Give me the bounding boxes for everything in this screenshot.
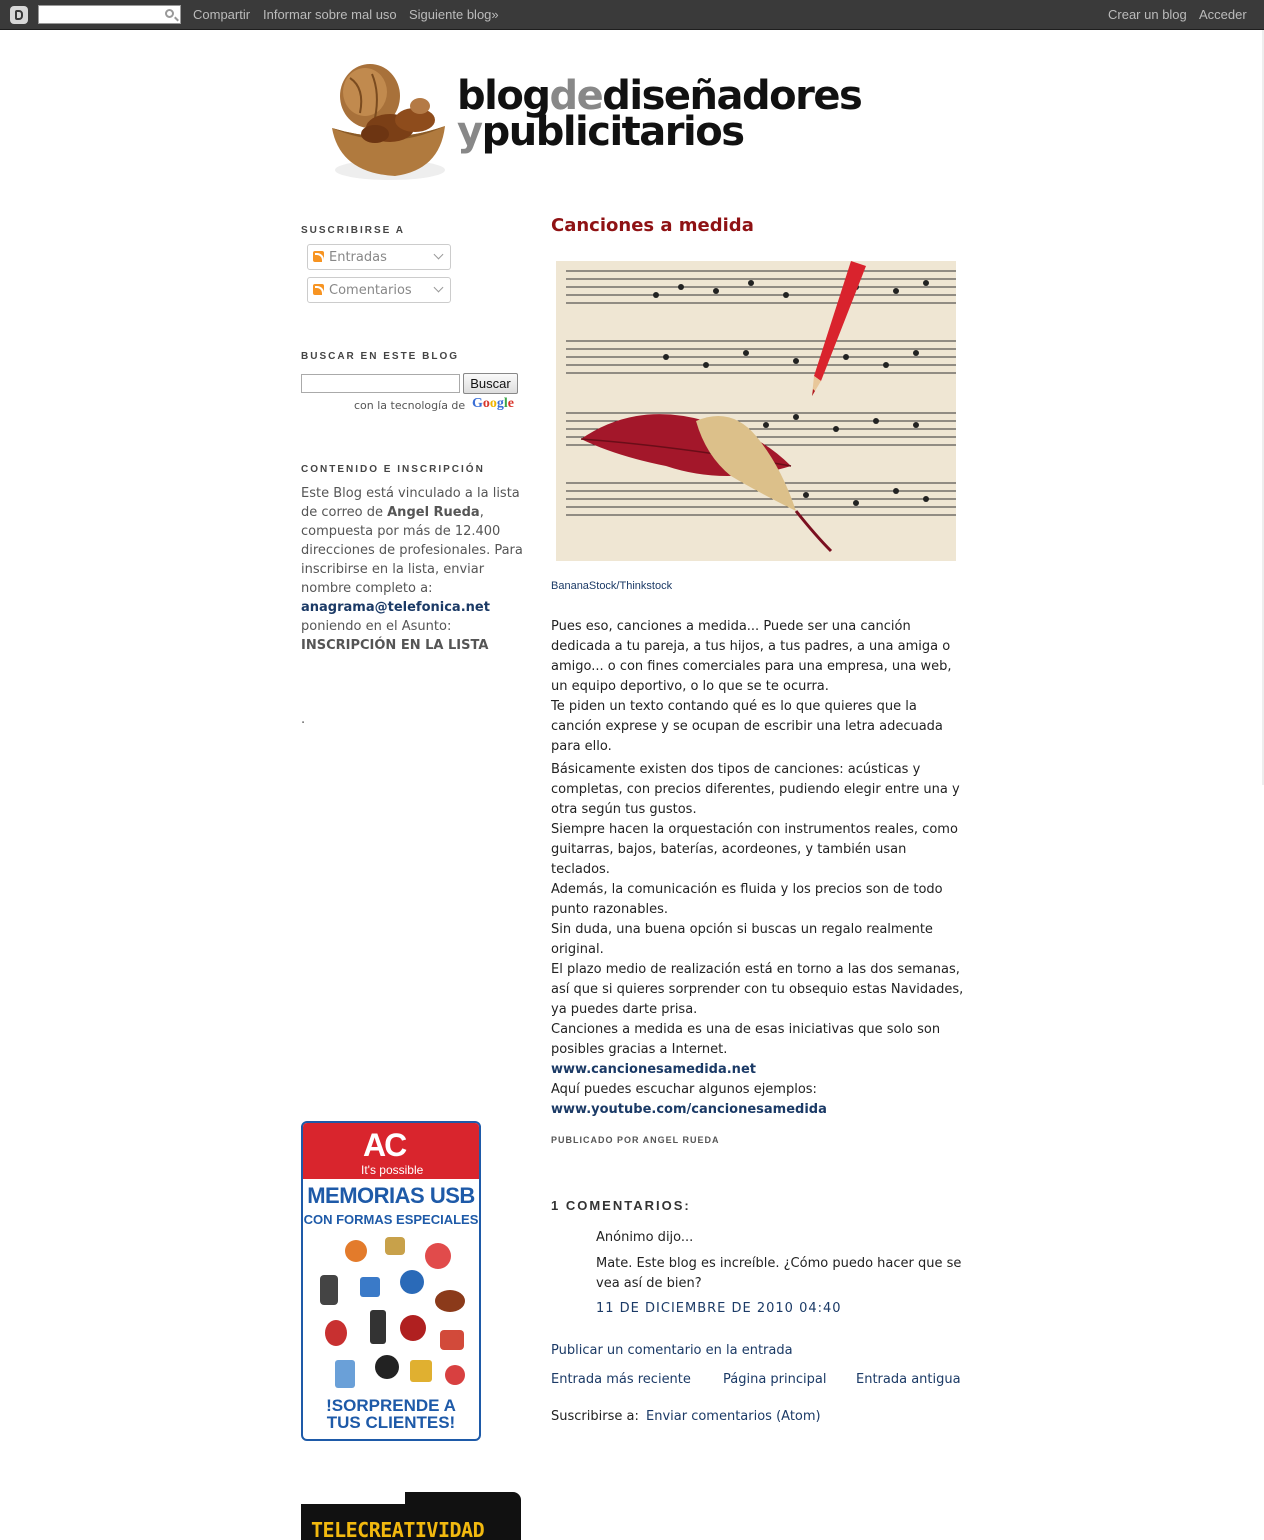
website-link[interactable]: www.cancionesamedida.net bbox=[551, 1062, 756, 1077]
content-text: , compuesta por más de 12.400 direcciones de profesionales. Para inscribirse en la lista, enviar nombre completo a: bbox=[301, 505, 523, 596]
sheet-music-leaves-illustration bbox=[556, 261, 956, 561]
content-heading: CONTENIDO E INSCRIPCIÓN bbox=[301, 464, 485, 475]
ad-cta-line1: !SORPRENDE A bbox=[326, 1396, 456, 1415]
blogger-navbar bbox=[0, 0, 1264, 30]
navbar-search-input[interactable] bbox=[38, 5, 181, 24]
usb-memory-ad[interactable] bbox=[301, 1121, 481, 1441]
rss-feed-icon bbox=[313, 284, 324, 295]
ad-headline: MEMORIAS USB bbox=[307, 1183, 475, 1208]
walnut-logo-icon bbox=[320, 58, 450, 188]
content-description bbox=[301, 484, 523, 655]
ad-cta-line2: TUS CLIENTES! bbox=[326, 1413, 456, 1432]
search-icon[interactable] bbox=[165, 9, 174, 18]
create-blog-link[interactable]: Crear un blog bbox=[1108, 7, 1187, 22]
search-heading: BUSCAR EN ESTE BLOG bbox=[301, 351, 460, 362]
post-title[interactable]: Canciones a medida bbox=[551, 215, 754, 236]
contact-email-link[interactable]: anagrama@telefonica.net bbox=[301, 600, 490, 615]
google-logo[interactable]: Google bbox=[472, 396, 514, 411]
ad-cta bbox=[303, 1397, 479, 1431]
post-paragraph: Además, la comunicación es fluida y los precios son de todo punto razonables. bbox=[551, 882, 943, 917]
subscribe-posts-dropdown[interactable] bbox=[307, 244, 451, 270]
ad-notch bbox=[301, 1492, 405, 1504]
blog-title-line1[interactable]: blogdediseñadores bbox=[457, 73, 862, 119]
telecreatividad-ad[interactable] bbox=[301, 1492, 521, 1540]
comment-author: Anónimo dijo... bbox=[596, 1230, 694, 1245]
ad-header-band bbox=[303, 1123, 479, 1179]
image-credit-link[interactable]: BananaStock/Thinkstock bbox=[551, 580, 673, 592]
search-button[interactable]: Buscar bbox=[463, 373, 518, 394]
post-paragraph: El plazo medio de realización está en torno a las dos semanas, así que si quieres sorprender con tu obsequio estas Navidades, ya puedes darte prisa. bbox=[551, 962, 964, 1017]
rss-feed-icon bbox=[313, 251, 324, 262]
website-link-row bbox=[551, 1060, 966, 1080]
post-paragraph: Básicamente existen dos tipos de canciones: acústicas y completas, con precios diferentes, pudiendo elegir entre una y otra según tus gustos. bbox=[551, 762, 960, 817]
post-paragraph: Canciones a medida es una de esas iniciativas que solo son posibles gracias a Internet. bbox=[551, 1022, 941, 1057]
share-link[interactable]: Compartir bbox=[193, 7, 251, 22]
content-text: poniendo en el Asunto: bbox=[301, 619, 452, 634]
home-link[interactable]: Página principal bbox=[723, 1372, 827, 1387]
telecreatividad-title: TELECREATIVIDAD bbox=[311, 1518, 485, 1540]
blogger-logo-icon[interactable] bbox=[10, 6, 28, 24]
comment-date-link[interactable]: 11 DE DICIEMBRE DE 2010 04:40 bbox=[596, 1301, 842, 1316]
next-blog-link[interactable]: Siguiente blog» bbox=[409, 7, 499, 22]
subscribe-comments-dropdown[interactable] bbox=[307, 277, 451, 303]
powered-by-text: con la tecnología de bbox=[354, 399, 466, 412]
youtube-link-row bbox=[551, 1100, 966, 1120]
post-paragraph: Te piden un texto contando qué es lo que quieres que la canción exprese y se ocupan de escribir una letra adecuada para ello. bbox=[551, 699, 943, 754]
posted-by: PUBLICADO POR ANGEL RUEDA bbox=[551, 1135, 720, 1145]
sign-in-link[interactable]: Acceder bbox=[1199, 7, 1247, 22]
subject-text: INSCRIPCIÓN EN LA LISTA bbox=[301, 638, 489, 653]
post-paragraph: Siempre hacen la orquestación con instrumentos reales, como guitarras, bajos, baterías, acordeones, y también usan teclados. bbox=[551, 822, 958, 877]
sheet-music-image[interactable] bbox=[556, 261, 956, 561]
comment-body: Mate. Este blog es increíble. ¿Cómo puedo hacer que se vea así de bien? bbox=[596, 1256, 962, 1291]
subscribe-label: Suscribirse a: bbox=[551, 1409, 639, 1424]
newer-post-link[interactable]: Entrada más reciente bbox=[551, 1372, 691, 1387]
usb-products-image bbox=[315, 1235, 467, 1395]
report-abuse-link[interactable]: Informar sobre mal uso bbox=[263, 7, 397, 22]
ad-subheadline: CON FORMAS ESPECIALES bbox=[303, 1212, 479, 1227]
post bbox=[551, 214, 971, 1424]
blog-title-line2[interactable]: ypublicitarios bbox=[457, 109, 744, 155]
subscribe-heading: SUSCRIBIRSE A bbox=[301, 225, 405, 236]
ad-tagline: It's possible bbox=[361, 1163, 424, 1177]
blog-search-input[interactable] bbox=[301, 374, 460, 393]
atom-feed-link[interactable]: Enviar comentarios (Atom) bbox=[646, 1409, 821, 1424]
owner-name: Angel Rueda bbox=[387, 505, 480, 520]
chevron-down-icon bbox=[434, 250, 444, 260]
older-post-link[interactable]: Entrada antigua bbox=[856, 1372, 961, 1387]
subscribe-comments-label: Comentarios bbox=[329, 283, 412, 298]
subscribe-posts-label: Entradas bbox=[329, 250, 387, 265]
comments-heading: 1 COMENTARIOS: bbox=[551, 1198, 691, 1213]
content-text: Este Blog está vinculado a la lista de correo de bbox=[301, 486, 520, 520]
post-comment-link[interactable]: Publicar un comentario en la entrada bbox=[551, 1343, 793, 1358]
blog-header[interactable] bbox=[305, 50, 1025, 195]
youtube-link[interactable]: www.youtube.com/cancionesamedida bbox=[551, 1102, 827, 1117]
post-paragraph: Pues eso, canciones a medida... Puede ser una canción dedicada a tu pareja, a tus hijos, a tus padres, a una amiga o amigo... o con fines comerciales para una empresa, una web, un equipo deportivo, o lo que se te ocurra. bbox=[551, 619, 952, 694]
post-paragraph: Sin duda, una buena opción si buscas un regalo realmente original. bbox=[551, 922, 933, 957]
post-paragraph: Aquí puedes escuchar algunos ejemplos: bbox=[551, 1082, 817, 1097]
chevron-down-icon bbox=[434, 283, 444, 293]
ac-logo: AC bbox=[363, 1127, 406, 1163]
dot-text: . bbox=[301, 712, 306, 727]
